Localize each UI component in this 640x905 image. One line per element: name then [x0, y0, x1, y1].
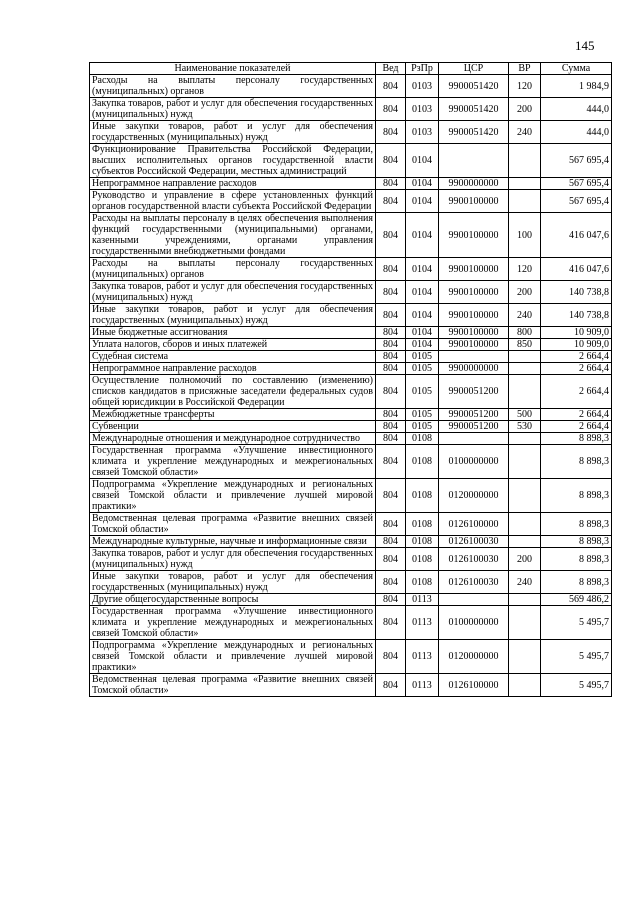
- cell-ved: 804: [376, 640, 406, 674]
- cell-sum: 567 695,4: [541, 190, 612, 213]
- cell-name: Расходы на выплаты персоналу в целях обеспечения выполнения функций государственными (муниципальными) органами, казенными учреждениями, органами управления государственными внебюджетными фондами: [90, 213, 376, 258]
- cell-vr: [509, 640, 541, 674]
- cell-ved: 804: [376, 594, 406, 606]
- cell-rzpr: 0104: [406, 213, 439, 258]
- table-row: [90, 536, 612, 548]
- cell-sum: 8 898,3: [541, 571, 612, 594]
- cell-vr: 200: [509, 548, 541, 571]
- cell-csr: 9900000000: [439, 178, 509, 190]
- cell-rzpr: 0104: [406, 190, 439, 213]
- cell-name: Субвенции: [90, 421, 376, 433]
- header-sum: Сумма: [541, 63, 612, 75]
- cell-csr: 0120000000: [439, 640, 509, 674]
- cell-csr: 0100000000: [439, 445, 509, 479]
- table-row: [90, 351, 612, 363]
- cell-rzpr: 0108: [406, 571, 439, 594]
- cell-rzpr: 0113: [406, 640, 439, 674]
- cell-vr: 530: [509, 421, 541, 433]
- header-name: Наименование показателей: [90, 63, 376, 75]
- header-ved: Вед: [376, 63, 406, 75]
- cell-vr: 240: [509, 571, 541, 594]
- cell-csr: 0120000000: [439, 479, 509, 513]
- cell-ved: 804: [376, 190, 406, 213]
- cell-vr: 850: [509, 339, 541, 351]
- cell-name: Закупка товаров, работ и услуг для обеспечения государственных (муниципальных) нужд: [90, 98, 376, 121]
- page-number: 145: [575, 38, 595, 53]
- header-vr: ВР: [509, 63, 541, 75]
- cell-csr: 9900000000: [439, 363, 509, 375]
- cell-vr: [509, 479, 541, 513]
- cell-ved: 804: [376, 304, 406, 327]
- cell-vr: [509, 190, 541, 213]
- cell-rzpr: 0108: [406, 445, 439, 479]
- table-row: [90, 98, 612, 121]
- cell-sum: 2 664,4: [541, 421, 612, 433]
- cell-name: Подпрограмма «Укрепление международных и региональных связей Томской области и привлечение лучшей мировой практики»: [90, 479, 376, 513]
- cell-ved: 804: [376, 281, 406, 304]
- cell-ved: 804: [376, 571, 406, 594]
- table-row: [90, 178, 612, 190]
- cell-sum: 8 898,3: [541, 445, 612, 479]
- cell-csr: 9900051420: [439, 121, 509, 144]
- cell-vr: 240: [509, 121, 541, 144]
- cell-vr: 200: [509, 281, 541, 304]
- cell-name: Закупка товаров, работ и услуг для обеспечения государственных (муниципальных) нужд: [90, 281, 376, 304]
- table-row: [90, 479, 612, 513]
- cell-sum: 2 664,4: [541, 363, 612, 375]
- cell-name: Руководство и управление в сфере установленных функций органов государственной власти субъекта Российской Федерации: [90, 190, 376, 213]
- cell-vr: 240: [509, 304, 541, 327]
- cell-sum: 10 909,0: [541, 339, 612, 351]
- cell-name: Межбюджетные трансферты: [90, 409, 376, 421]
- cell-name: Непрограммное направление расходов: [90, 178, 376, 190]
- cell-csr: 9900051200: [439, 409, 509, 421]
- cell-csr: 9900100000: [439, 339, 509, 351]
- table-row: [90, 121, 612, 144]
- cell-csr: [439, 433, 509, 445]
- cell-sum: 140 738,8: [541, 281, 612, 304]
- cell-rzpr: 0104: [406, 281, 439, 304]
- cell-rzpr: 0108: [406, 479, 439, 513]
- cell-rzpr: 0108: [406, 536, 439, 548]
- cell-sum: 8 898,3: [541, 433, 612, 445]
- cell-vr: 500: [509, 409, 541, 421]
- cell-ved: 804: [376, 409, 406, 421]
- cell-ved: 804: [376, 606, 406, 640]
- cell-name: Иные закупки товаров, работ и услуг для обеспечения государственных (муниципальных) нужд: [90, 121, 376, 144]
- cell-name: Международные отношения и международное сотрудничество: [90, 433, 376, 445]
- table-row: [90, 339, 612, 351]
- cell-sum: 8 898,3: [541, 548, 612, 571]
- cell-rzpr: 0113: [406, 606, 439, 640]
- cell-name: Функционирование Правительства Российской Федерации, высших исполнительных органов государственной власти субъектов Российской Федерации, местных администраций: [90, 144, 376, 178]
- table-row: [90, 674, 612, 697]
- cell-vr: 120: [509, 258, 541, 281]
- cell-sum: 2 664,4: [541, 375, 612, 409]
- cell-rzpr: 0105: [406, 351, 439, 363]
- cell-ved: 804: [376, 339, 406, 351]
- cell-csr: 9900100000: [439, 258, 509, 281]
- cell-name: Уплата налогов, сборов и иных платежей: [90, 339, 376, 351]
- cell-ved: 804: [376, 375, 406, 409]
- table-row: [90, 144, 612, 178]
- table-row: [90, 281, 612, 304]
- cell-ved: 804: [376, 178, 406, 190]
- cell-ved: 804: [376, 536, 406, 548]
- cell-rzpr: 0103: [406, 98, 439, 121]
- cell-rzpr: 0105: [406, 409, 439, 421]
- cell-csr: 0126100030: [439, 571, 509, 594]
- table-row: [90, 513, 612, 536]
- table-row: [90, 445, 612, 479]
- cell-ved: 804: [376, 351, 406, 363]
- cell-ved: 804: [376, 548, 406, 571]
- cell-ved: 804: [376, 121, 406, 144]
- header-csr: ЦСР: [439, 63, 509, 75]
- cell-csr: 9900100000: [439, 327, 509, 339]
- cell-rzpr: 0104: [406, 258, 439, 281]
- table-body: [90, 75, 612, 697]
- cell-vr: [509, 433, 541, 445]
- cell-vr: [509, 674, 541, 697]
- cell-csr: 9900051200: [439, 421, 509, 433]
- cell-vr: [509, 178, 541, 190]
- cell-sum: 569 486,2: [541, 594, 612, 606]
- cell-csr: 9900051200: [439, 375, 509, 409]
- cell-csr: 9900100000: [439, 281, 509, 304]
- cell-csr: 0100000000: [439, 606, 509, 640]
- cell-rzpr: 0104: [406, 144, 439, 178]
- cell-vr: 120: [509, 75, 541, 98]
- cell-sum: 416 047,6: [541, 258, 612, 281]
- cell-csr: 0126100030: [439, 536, 509, 548]
- table-row: [90, 571, 612, 594]
- cell-ved: 804: [376, 445, 406, 479]
- cell-vr: [509, 375, 541, 409]
- cell-rzpr: 0104: [406, 304, 439, 327]
- cell-name: Государственная программа «Улучшение инвестиционного климата и укрепление международных и межрегиональных связей Томской области»: [90, 606, 376, 640]
- cell-ved: 804: [376, 363, 406, 375]
- cell-name: Иные закупки товаров, работ и услуг для обеспечения государственных (муниципальных) нужд: [90, 571, 376, 594]
- cell-ved: 804: [376, 327, 406, 339]
- cell-rzpr: 0108: [406, 513, 439, 536]
- table-row: [90, 548, 612, 571]
- cell-name: Судебная система: [90, 351, 376, 363]
- cell-ved: 804: [376, 213, 406, 258]
- table-row: [90, 258, 612, 281]
- cell-ved: 804: [376, 144, 406, 178]
- table-row: [90, 363, 612, 375]
- cell-sum: 8 898,3: [541, 513, 612, 536]
- cell-name: Иные закупки товаров, работ и услуг для обеспечения государственных (муниципальных) нужд: [90, 304, 376, 327]
- cell-sum: 416 047,6: [541, 213, 612, 258]
- cell-sum: 2 664,4: [541, 351, 612, 363]
- cell-sum: 444,0: [541, 98, 612, 121]
- cell-vr: [509, 351, 541, 363]
- cell-vr: [509, 536, 541, 548]
- cell-sum: 2 664,4: [541, 409, 612, 421]
- cell-vr: [509, 594, 541, 606]
- cell-csr: [439, 594, 509, 606]
- cell-rzpr: 0108: [406, 548, 439, 571]
- cell-ved: 804: [376, 674, 406, 697]
- cell-rzpr: 0105: [406, 421, 439, 433]
- cell-csr: 0126100030: [439, 548, 509, 571]
- cell-name: Другие общегосударственные вопросы: [90, 594, 376, 606]
- table-row: [90, 75, 612, 98]
- table-row: [90, 606, 612, 640]
- cell-sum: 5 495,7: [541, 606, 612, 640]
- cell-rzpr: 0104: [406, 327, 439, 339]
- cell-sum: 567 695,4: [541, 178, 612, 190]
- cell-name: Расходы на выплаты персоналу государственных (муниципальных) органов: [90, 75, 376, 98]
- cell-name: Иные бюджетные ассигнования: [90, 327, 376, 339]
- table-row: [90, 640, 612, 674]
- cell-name: Непрограммное направление расходов: [90, 363, 376, 375]
- cell-csr: 9900051420: [439, 98, 509, 121]
- cell-rzpr: 0108: [406, 433, 439, 445]
- cell-rzpr: 0103: [406, 75, 439, 98]
- cell-rzpr: 0113: [406, 594, 439, 606]
- cell-rzpr: 0104: [406, 339, 439, 351]
- cell-vr: [509, 445, 541, 479]
- cell-vr: 200: [509, 98, 541, 121]
- cell-vr: [509, 363, 541, 375]
- table-row: [90, 213, 612, 258]
- cell-name: Международные культурные, научные и информационные связи: [90, 536, 376, 548]
- cell-sum: 5 495,7: [541, 640, 612, 674]
- cell-rzpr: 0105: [406, 375, 439, 409]
- cell-rzpr: 0113: [406, 674, 439, 697]
- header-rzpr: РзПр: [406, 63, 439, 75]
- cell-vr: [509, 606, 541, 640]
- table-row: [90, 190, 612, 213]
- cell-sum: 567 695,4: [541, 144, 612, 178]
- cell-csr: 0126100000: [439, 513, 509, 536]
- cell-vr: 800: [509, 327, 541, 339]
- cell-sum: 1 984,9: [541, 75, 612, 98]
- cell-ved: 804: [376, 479, 406, 513]
- cell-csr: 9900100000: [439, 304, 509, 327]
- cell-ved: 804: [376, 513, 406, 536]
- cell-name: Государственная программа «Улучшение инвестиционного климата и укрепление международных и межрегиональных связей Томской области»: [90, 445, 376, 479]
- cell-csr: 9900051420: [439, 75, 509, 98]
- cell-csr: 0126100000: [439, 674, 509, 697]
- cell-name: Ведомственная целевая программа «Развитие внешних связей Томской области»: [90, 513, 376, 536]
- cell-sum: 5 495,7: [541, 674, 612, 697]
- cell-sum: 8 898,3: [541, 479, 612, 513]
- cell-name: Подпрограмма «Укрепление международных и региональных связей Томской области и привлечение лучшей мировой практики»: [90, 640, 376, 674]
- cell-sum: 140 738,8: [541, 304, 612, 327]
- cell-vr: [509, 144, 541, 178]
- cell-sum: 8 898,3: [541, 536, 612, 548]
- cell-vr: 100: [509, 213, 541, 258]
- budget-table: [89, 62, 612, 697]
- cell-sum: 10 909,0: [541, 327, 612, 339]
- cell-csr: [439, 351, 509, 363]
- cell-csr: 9900100000: [439, 190, 509, 213]
- table-row: [90, 421, 612, 433]
- cell-csr: 9900100000: [439, 213, 509, 258]
- cell-name: Закупка товаров, работ и услуг для обеспечения государственных (муниципальных) нужд: [90, 548, 376, 571]
- cell-ved: 804: [376, 258, 406, 281]
- table-row: [90, 327, 612, 339]
- cell-csr: [439, 144, 509, 178]
- table-row: [90, 304, 612, 327]
- cell-rzpr: 0104: [406, 178, 439, 190]
- cell-sum: 444,0: [541, 121, 612, 144]
- cell-ved: 804: [376, 433, 406, 445]
- cell-name: Расходы на выплаты персоналу государственных (муниципальных) органов: [90, 258, 376, 281]
- table-header-row: [90, 63, 612, 75]
- cell-ved: 804: [376, 421, 406, 433]
- cell-ved: 804: [376, 75, 406, 98]
- cell-vr: [509, 513, 541, 536]
- cell-rzpr: 0105: [406, 363, 439, 375]
- table-row: [90, 433, 612, 445]
- table-row: [90, 375, 612, 409]
- cell-name: Осуществление полномочий по составлению (изменению) списков кандидатов в присяжные заседатели федеральных судов общей юрисдикции в Российской Федерации: [90, 375, 376, 409]
- table-row: [90, 409, 612, 421]
- cell-rzpr: 0103: [406, 121, 439, 144]
- table-row: [90, 594, 612, 606]
- cell-name: Ведомственная целевая программа «Развитие внешних связей Томской области»: [90, 674, 376, 697]
- cell-ved: 804: [376, 98, 406, 121]
